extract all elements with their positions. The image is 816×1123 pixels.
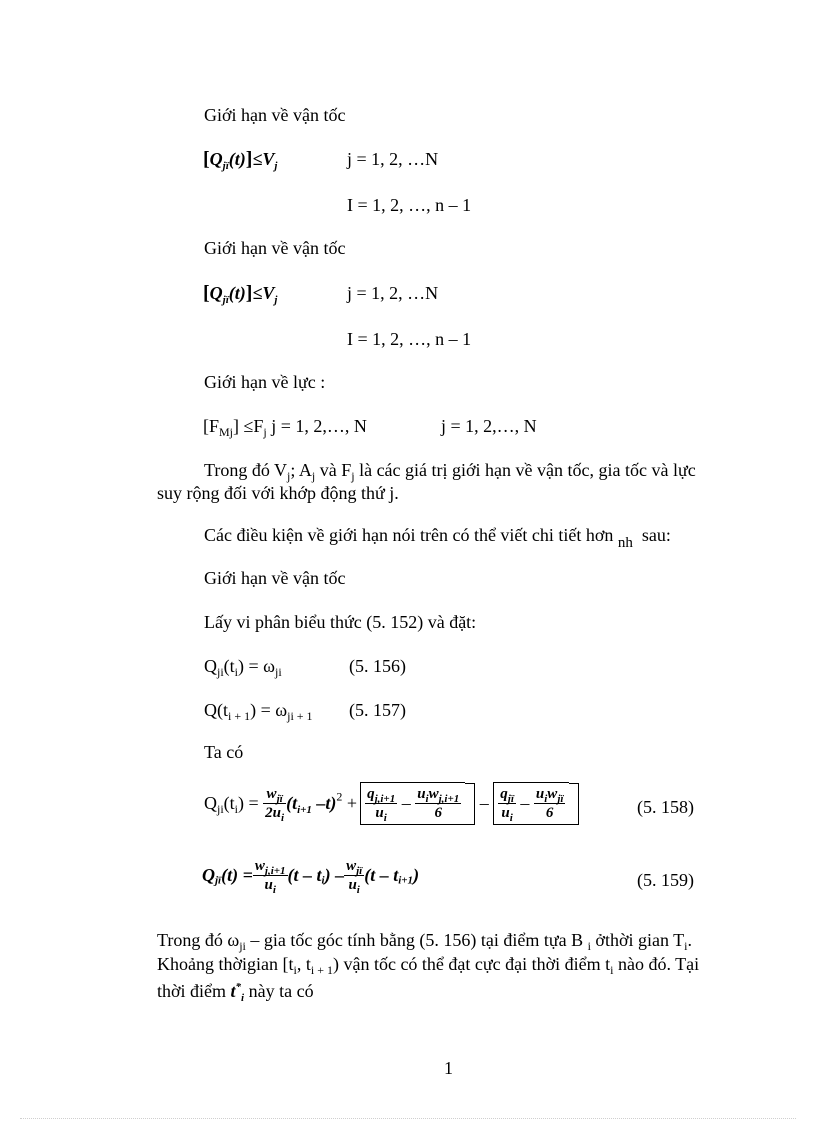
- range-j-1: j = 1, 2, …N: [347, 149, 439, 169]
- para-bottom-line2: Khoảng thờigian [$t_i$, $t_{i + 1}$) vận tốc có thể đạt cực đại thời điểm $t_i$ nào đó. Tại: [157, 954, 700, 977]
- force-constraint-formula: $[F_{Mj}] \le F_j$ j = 1, 2,…, N: [203, 416, 367, 439]
- equation-158-formula: $Q_{ji}(t_i)$ = $\frac{w_{jï}}{2u_i}$ ($t_{i+1}$ –t)$^2$ + $\frac{q_{j,i+1}}{u_i}$ – $\frac{u_iw_{j,i+1}}{6}$ – $\frac{q_{jï}}{u_i}$ – $\frac{u_iw_{jï}}{6}$: [204, 782, 579, 825]
- equation-158-number: (5. 158): [637, 797, 694, 817]
- para-bottom-line3: thời điểm $t^*_i$ này ta có: [157, 981, 314, 1004]
- para-trong-do-line1: Trong đó $V_j$; $A_j$ và $F_j$ là các giá trị giới hạn về vận tốc, gia tốc và lực: [204, 460, 696, 483]
- equation-157-formula: $Q(t_{i + 1}) = \omega_{ji + 1}$: [204, 700, 313, 723]
- page-bottom-divider: [20, 1118, 796, 1119]
- range-j-2: j = 1, 2, …N: [347, 283, 439, 303]
- page-number: 1: [444, 1058, 453, 1078]
- para-trong-do-line2: suy rộng đối với khớp động thứ j.: [157, 483, 399, 503]
- range-i-1: I = 1, 2, …, n – 1: [347, 195, 472, 215]
- heading-velocity-2: Giới hạn về vận tốc: [204, 238, 346, 258]
- heading-velocity-3: Giới hạn về vận tốc: [204, 568, 346, 588]
- force-range-a: j = 1, 2,…, N: [271, 416, 367, 436]
- range-i-2: I = 1, 2, …, n – 1: [347, 329, 472, 349]
- para-bottom-line1: Trong đó $\omega_{ji}$ – gia tốc góc tính bằng (5. 156) tại điểm tựa B $_i$ ởthời gian $T_i$.: [157, 930, 692, 953]
- equation-159-number: (5. 159): [637, 870, 694, 890]
- velocity-constraint-formula-1: $[Q_{jï}(t)]\le V_j$: [203, 148, 278, 172]
- equation-156-formula: $Q_{ji}(t_i) = \omega_{ji}$: [204, 656, 282, 679]
- velocity-constraint-formula-2: $[Q_{jï}(t)]\le V_j$: [203, 282, 278, 306]
- heading-velocity-1: Giới hạn về vận tốc: [204, 105, 346, 125]
- equation-156-number: (5. 156): [349, 656, 406, 676]
- para-lay-vi-phan: Lấy vi phân biểu thức (5. 152) và đặt:: [204, 612, 477, 632]
- para-dieu-kien: Các điều kiện về giới hạn nói trên có thể viết chi tiết hơn $_{nh}$ sau:: [204, 525, 671, 551]
- equation-157-number: (5. 157): [349, 700, 406, 720]
- heading-force: Giới hạn về lực :: [204, 372, 326, 392]
- ta-co: Ta có: [204, 742, 244, 762]
- equation-159-formula: $Q_{jï}(t)$ = $\frac{w_{j,i+1}}{u_i}$ $(t - t_i)$ – $\frac{w_{jï}}{u_i}$ $(t - t_{i+1})$: [202, 858, 420, 896]
- force-range-b: j = 1, 2,…, N: [441, 416, 537, 436]
